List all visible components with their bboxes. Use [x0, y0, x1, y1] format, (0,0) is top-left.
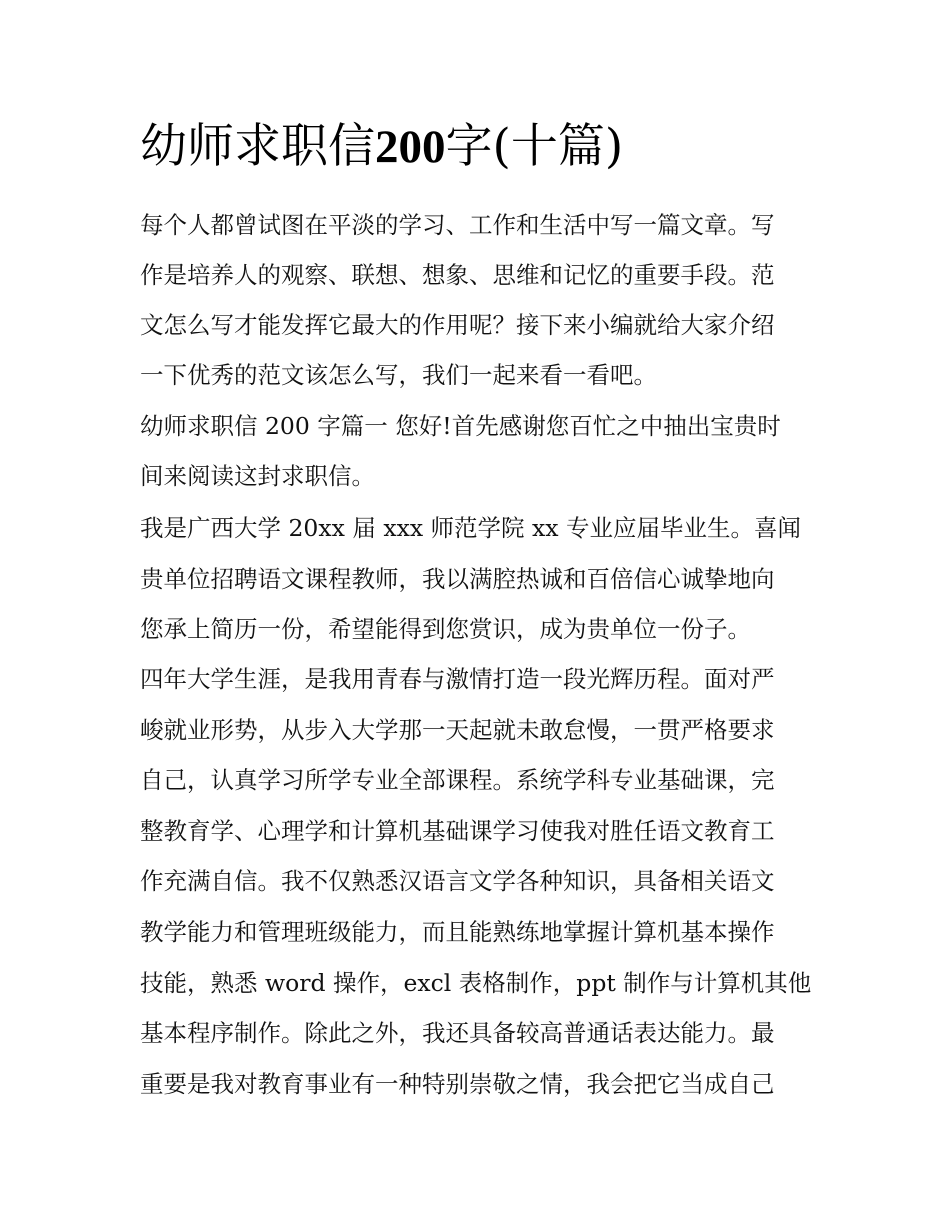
text-line: 重要是我对教育事业有一种特别崇敬之情，我会把它当成自己 — [140, 1070, 775, 1098]
text-line: 一下优秀的范文该怎么写，我们一起来看一看吧。 — [140, 361, 657, 389]
text-line: 每个人都曾试图在平淡的学习、工作和生活中写一篇文章。写 — [140, 211, 775, 239]
title-text-part1: 幼师求职信 — [140, 119, 375, 174]
text-line: 您承上简历一份，希望能得到您赏识，成为贵单位一份子。 — [140, 615, 751, 643]
text-line: 自己，认真学习所学专业全部课程。系统学科专业基础课，完 — [140, 766, 775, 794]
text-line: 幼师求职信 200 字篇一 您好!首先感谢您百忙之中抽出宝贵时 — [140, 412, 781, 440]
text-line: 技能，熟悉 word 操作，excl 表格制作，ppt 制作与计算机其他 — [140, 969, 812, 997]
text-line: 教学能力和管理班级能力，而且能熟练地掌握计算机基本操作 — [140, 918, 775, 946]
text-line: 间来阅读这封求职信。 — [140, 462, 375, 490]
text-line: 四年大学生涯，是我用青春与激情打造一段光辉历程。面对严 — [140, 665, 775, 693]
page-title — [140, 118, 820, 176]
title-text-part2: 字(十篇) — [445, 119, 624, 174]
text-line: 贵单位招聘语文课程教师，我以满腔热诚和百倍信心诚挚地向 — [140, 565, 775, 593]
text-line: 我是广西大学 20xx 届 xxx 师范学院 xx 专业应届毕业生。喜闻 — [140, 514, 801, 542]
text-line: 作是培养人的观察、联想、想象、思维和记忆的重要手段。范 — [140, 261, 775, 289]
text-line: 基本程序制作。除此之外，我还具备较高普通话表达能力。最 — [140, 1019, 775, 1047]
title-number: 200 — [375, 121, 446, 173]
text-line: 峻就业形势，从步入大学那一天起就未敢怠慢，一贯严格要求 — [140, 716, 775, 744]
text-line: 文怎么写才能发挥它最大的作用呢？接下来小编就给大家介绍 — [140, 311, 775, 339]
text-line: 整教育学、心理学和计算机基础课学习使我对胜任语文教育工 — [140, 817, 775, 845]
text-line: 作充满自信。我不仅熟悉汉语言文学各种知识，具备相关语文 — [140, 867, 775, 895]
